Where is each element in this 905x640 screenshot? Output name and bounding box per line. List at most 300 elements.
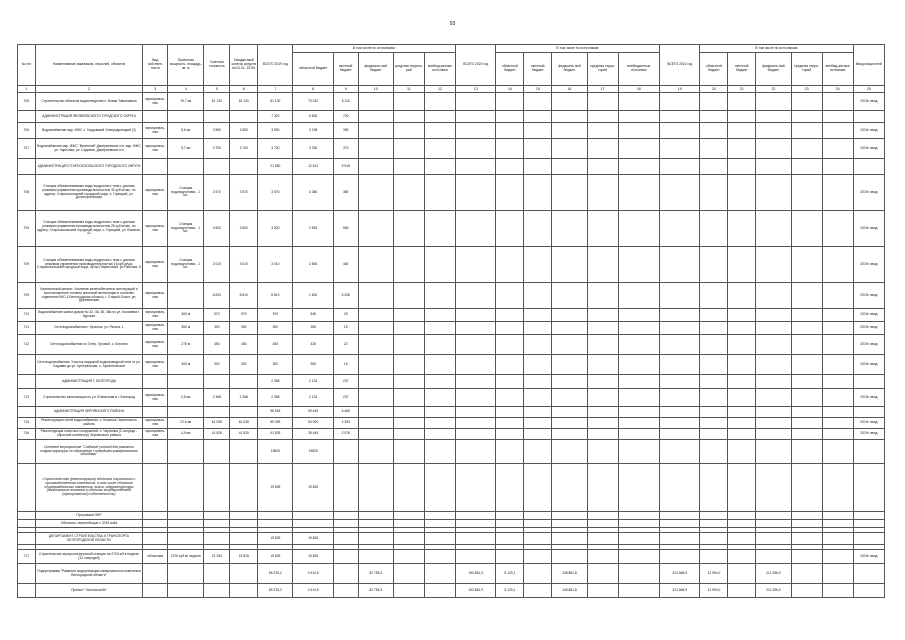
cell-regional-2019: 3 330: [293, 139, 333, 159]
cell-local-2019: 8 110: [333, 93, 358, 111]
cell-local-2021: [728, 533, 756, 545]
cell-federal-2021: [756, 375, 791, 389]
header-extrabudget-2019: внебюд-жетные источники: [424, 53, 455, 86]
cell-regional-2021: [700, 335, 728, 355]
cell-commissioning: [853, 564, 884, 584]
header-federal-2021: федераль-ный бюджет: [756, 53, 791, 86]
cell-ownership: муниципаль-ная: [143, 429, 168, 440]
cell-total-2020: 153 861,9: [456, 584, 496, 598]
cell-territory-2021: [791, 322, 822, 335]
cell-commissioning: [853, 159, 884, 175]
column-number: 1: [18, 86, 36, 93]
cell-ownership: [143, 533, 168, 545]
cell-extrabudget-2021: [822, 375, 853, 389]
cell-territory-2021: [791, 533, 822, 545]
cell-extrabudget-2021: [822, 418, 853, 429]
cell-regional-2021: [700, 375, 728, 389]
column-number: 17: [587, 86, 618, 93]
cell-extrabudget-2019: [424, 407, 455, 418]
cell-federal-2020: [552, 440, 587, 464]
cell-total-2019: 41 525: [258, 429, 293, 440]
cell-regional-2019: 285: [293, 355, 333, 375]
table-row: [18, 123, 885, 139]
cell-total-2019: 3 010: [258, 247, 293, 283]
cell-territory-2019: [393, 322, 424, 335]
cell-capacity: [168, 520, 204, 528]
cell-regional-2019: 19825: [293, 440, 333, 464]
cell-federal-2019: [358, 389, 393, 407]
cell-local-2021: [728, 464, 756, 512]
cell-regional-2021: [700, 355, 728, 375]
cell-extrabudget-2020: [618, 335, 659, 355]
cell-name: Водоснабжение мкр. ИЖС "Весенний" Дмитриевское с/п, мкр. ИЖС ул. Заречная, ул. Садовая, Дмитриевское с/п: [35, 139, 143, 159]
cell-federal-2020: [552, 159, 587, 175]
cell-capacity: [168, 564, 204, 584]
cell-regional-2019: 2 131: [293, 375, 333, 389]
cell-commissioning: 2019г. ввод: [853, 550, 884, 564]
cell-extrabudget-2020: [618, 564, 659, 584]
cell-total-2019: 81 130: [258, 93, 293, 111]
cell-remainder: 2 368: [230, 389, 258, 407]
cell-extrabudget-2019: [424, 93, 455, 111]
cell-local-2021: [728, 512, 756, 520]
cell-num: 709: [18, 247, 36, 283]
cell-federal-2019: [358, 247, 393, 283]
cell-cost: 2 368: [204, 389, 230, 407]
cell-regional-2019: 1 602: [293, 283, 333, 309]
cell-local-2019: [333, 564, 358, 584]
cell-regional-2020: [496, 111, 524, 123]
cell-total-2019: 2 368: [258, 375, 293, 389]
cell-regional-2020: [496, 418, 524, 429]
cell-federal-2019: [358, 335, 393, 355]
header-territory-2019: средства террито-рий: [393, 53, 424, 86]
cell-local-2021: [728, 335, 756, 355]
header-total-2021: ВСЕГО 2021 год: [660, 45, 700, 86]
header-local-2021: местный бюджет: [728, 53, 756, 86]
cell-federal-2019: [358, 123, 393, 139]
cell-total-2020: [456, 175, 496, 211]
cell-territory-2020: [587, 407, 618, 418]
cell-regional-2020: [496, 175, 524, 211]
cell-local-2021: [728, 355, 756, 375]
cell-territory-2019: [393, 139, 424, 159]
cell-name: АДМИНИСТРАЦИЯ ЧЕРНЯНСКОГО РАЙОНА: [35, 407, 143, 418]
cell-total-2020: [456, 407, 496, 418]
cell-capacity: [168, 111, 204, 123]
cell-commissioning: 2019г. ввод: [853, 335, 884, 355]
cell-num: [18, 564, 36, 584]
cell-territory-2019: [393, 211, 424, 247]
cell-local-2021: [728, 375, 756, 389]
cell-territory-2019: [393, 533, 424, 545]
cell-local-2019: 6 208: [333, 283, 358, 309]
cell-cost: 81 130: [204, 93, 230, 111]
cell-territory-2020: [587, 175, 618, 211]
cell-territory-2021: [791, 139, 822, 159]
cell-num: 706: [18, 123, 36, 139]
cell-cost: [204, 564, 230, 584]
cell-regional-2019: [293, 512, 333, 520]
cell-commissioning: [853, 533, 884, 545]
cell-cost: [204, 159, 230, 175]
header-sources-2020: В том числе по источникам:: [496, 45, 660, 53]
cell-total-2020: [456, 335, 496, 355]
cell-remainder: [230, 440, 258, 464]
table-row: [18, 464, 885, 512]
cell-total-2019: 19 825: [258, 533, 293, 545]
cell-total-2020: [456, 93, 496, 111]
header-local-2020: местный бюджет: [524, 53, 552, 86]
cell-extrabudget-2021: [822, 407, 853, 418]
cell-cost: 61 038: [204, 418, 230, 429]
table-row: [18, 335, 885, 355]
cell-num: [18, 520, 36, 528]
cell-regional-2021: [700, 139, 728, 159]
cell-local-2020: [524, 159, 552, 175]
cell-regional-2019: 6 600: [293, 111, 333, 123]
cell-local-2019: 2 076: [333, 429, 358, 440]
header-ownership: Вид собствен-ности: [143, 45, 168, 86]
cell-local-2019: 460: [333, 247, 358, 283]
table-row: [18, 309, 885, 322]
cell-local-2019: 9 918: [333, 159, 358, 175]
cell-commissioning: 2019г. ввод: [853, 123, 884, 139]
cell-name: Строительство канализации по ул. Юннатская в г. Белгород: [35, 389, 143, 407]
column-number: 7: [258, 86, 293, 93]
cell-extrabudget-2021: [822, 247, 853, 283]
cell-total-2019: 3 520: [258, 211, 293, 247]
cell-total-2019: 300: [258, 322, 293, 335]
cell-local-2019: 720: [333, 111, 358, 123]
cell-num: [18, 159, 36, 175]
cell-total-2019: 59 393: [258, 418, 293, 429]
cell-name: Подпрограмма "Развитие модернизации коммунального комплекса Белгородской области": [35, 564, 143, 584]
cell-extrabudget-2019: [424, 584, 455, 598]
cell-total-2020: [456, 123, 496, 139]
cell-federal-2019: [358, 464, 393, 512]
cell-remainder: [230, 111, 258, 123]
cell-name: Строительство (реконструкция) объектов социального и производственного комплексов, в том числе объектов общегражданского назначения, жилья, инфраструктуры (Капитальные вложения в объекты государственной (муниципальной) собственности): [35, 464, 143, 512]
header-extrabudget-2021: внебюд-жетные источники: [822, 53, 853, 86]
cell-territory-2021: [791, 283, 822, 309]
cell-ownership: муниципаль-ная: [143, 247, 168, 283]
cell-ownership: [143, 464, 168, 512]
cell-local-2020: [524, 520, 552, 528]
cell-capacity: Станция водоподготовки - 1 шт.: [168, 175, 204, 211]
cell-local-2020: [524, 211, 552, 247]
cell-ownership: муниципаль-ная: [143, 418, 168, 429]
cell-federal-2021: [756, 247, 791, 283]
cell-local-2021: [728, 247, 756, 283]
cell-capacity: 300 м: [168, 309, 204, 322]
cell-name: ДЕПАРТАМЕНТ СТРОИТЕЛЬСТВА И ТРАНСПОРТА БЕЛГОРОДСКОЙ ОБЛАСТИ: [35, 533, 143, 545]
cell-total-2021: [660, 123, 700, 139]
investment-table: [17, 44, 885, 598]
cell-territory-2019: [393, 375, 424, 389]
header-sources-2019: В том числе по источникам:: [293, 45, 456, 53]
cell-ownership: муниципаль-ная: [143, 355, 168, 375]
cell-num: 707: [18, 139, 36, 159]
cell-commissioning: [853, 512, 884, 520]
cell-federal-2019: [358, 309, 393, 322]
cell-total-2020: [456, 322, 496, 335]
cell-cost: 3 700: [204, 139, 230, 159]
cell-ownership: муниципаль-ная: [143, 175, 168, 211]
cell-federal-2019: [358, 407, 393, 418]
cell-name: Проект "Чистая вода": [35, 584, 143, 598]
cell-remainder: 300: [230, 355, 258, 375]
cell-local-2021: [728, 211, 756, 247]
column-number: 25: [853, 86, 884, 93]
cell-total-2021: [660, 309, 700, 322]
cell-federal-2020: [552, 355, 587, 375]
cell-federal-2021: [756, 139, 791, 159]
cell-regional-2019: 2 614,9: [293, 564, 333, 584]
cell-remainder: 3 550: [230, 123, 258, 139]
cell-regional-2019: 285: [293, 322, 333, 335]
table-row: [18, 159, 885, 175]
cell-cost: 300: [204, 322, 230, 335]
cell-cost: 3 550: [204, 123, 230, 139]
cell-local-2021: [728, 139, 756, 159]
cell-commissioning: [853, 440, 884, 464]
cell-federal-2019: [358, 93, 393, 111]
cell-federal-2019: [358, 375, 393, 389]
cell-federal-2019: [358, 429, 393, 440]
cell-extrabudget-2020: [618, 159, 659, 175]
cell-local-2021: [728, 584, 756, 598]
table-row: [18, 247, 885, 283]
cell-num: [18, 464, 36, 512]
cell-total-2021: [660, 159, 700, 175]
cell-regional-2021: [700, 322, 728, 335]
cell-capacity: [168, 464, 204, 512]
cell-territory-2019: [393, 464, 424, 512]
cell-total-2019: 570: [258, 309, 293, 322]
cell-num: [18, 533, 36, 545]
cell-remainder: 3 010: [230, 247, 258, 283]
cell-federal-2021: [756, 335, 791, 355]
cell-federal-2020: [552, 512, 587, 520]
cell-local-2020: [524, 533, 552, 545]
cell-total-2021: [660, 520, 700, 528]
cell-local-2019: [333, 512, 358, 520]
cell-local-2020: [524, 322, 552, 335]
cell-capacity: [168, 533, 204, 545]
cell-total-2019: 19 825: [258, 464, 293, 512]
cell-territory-2020: [587, 247, 618, 283]
cell-territory-2021: [791, 407, 822, 418]
cell-extrabudget-2019: [424, 429, 455, 440]
cell-territory-2019: [393, 520, 424, 528]
cell-territory-2019: [393, 247, 424, 283]
cell-commissioning: 2019г. ввод: [853, 247, 884, 283]
cell-regional-2019: 19 825: [293, 550, 333, 564]
cell-regional-2020: [496, 283, 524, 309]
cell-name: Водоснабжение мкр. ИЖС с. Гордовский Северодонецкий (2): [35, 123, 143, 139]
cell-regional-2021: [700, 389, 728, 407]
cell-federal-2019: 82 755,3: [358, 584, 393, 598]
cell-capacity: 360 м: [168, 322, 204, 335]
cell-extrabudget-2021: [822, 159, 853, 175]
cell-regional-2019: 12 612: [293, 159, 333, 175]
cell-extrabudget-2021: [822, 175, 853, 211]
cell-total-2020: [456, 520, 496, 528]
column-number: 24: [822, 86, 853, 93]
cell-num: [18, 407, 36, 418]
cell-total-2020: [456, 111, 496, 123]
cell-extrabudget-2020: [618, 111, 659, 123]
cell-territory-2021: [791, 123, 822, 139]
cell-territory-2020: [587, 111, 618, 123]
cell-remainder: [230, 512, 258, 520]
cell-local-2019: 22: [333, 335, 358, 355]
cell-num: [18, 355, 36, 375]
header-local-2019: местный бюджет: [333, 53, 358, 86]
cell-ownership: муниципаль-ная: [143, 335, 168, 355]
cell-local-2020: [524, 111, 552, 123]
cell-local-2021: [728, 520, 756, 528]
cell-regional-2020: [496, 389, 524, 407]
cell-territory-2020: [587, 309, 618, 322]
cell-federal-2021: [756, 93, 791, 111]
cell-extrabudget-2021: [822, 429, 853, 440]
cell-total-2020: [456, 375, 496, 389]
table-body: [18, 86, 885, 598]
cell-federal-2021: [756, 464, 791, 512]
cell-local-2020: [524, 464, 552, 512]
cell-name: Капитальный ремонт. Усиление железобетонных конструкций и восстановление тоннели мачтовой вентиляции в тоннелях отделения ВНС-4 Белгородская область, г. Старый Оскол, ул. Деревенская: [35, 283, 143, 309]
cell-extrabudget-2021: [822, 520, 853, 528]
cell-total-2019: 3 570: [258, 175, 293, 211]
header-federal-2020: федераль-ный бюджет: [552, 53, 587, 86]
cell-commissioning: 2019г. ввод: [853, 355, 884, 375]
cell-territory-2019: [393, 159, 424, 175]
cell-ownership: муниципаль-ная: [143, 322, 168, 335]
cell-federal-2020: 148 881,8: [552, 564, 587, 584]
cell-extrabudget-2020: [618, 533, 659, 545]
cell-local-2019: 4 393: [333, 418, 358, 429]
cell-federal-2020: [552, 375, 587, 389]
cell-extrabudget-2020: [618, 93, 659, 111]
cell-extrabudget-2021: [822, 355, 853, 375]
cell-regional-2021: [700, 440, 728, 464]
cell-regional-2020: [496, 211, 524, 247]
cell-federal-2021: [756, 159, 791, 175]
cell-extrabudget-2021: [822, 283, 853, 309]
cell-num: 715: [18, 418, 36, 429]
cell-capacity: 2700 куб.м/ неделю: [168, 550, 204, 564]
cell-federal-2021: [756, 309, 791, 322]
cell-total-2021: [660, 247, 700, 283]
cell-local-2020: [524, 247, 552, 283]
cell-territory-2019: [393, 440, 424, 464]
cell-cost: [204, 584, 230, 598]
cell-extrabudget-2021: [822, 550, 853, 564]
cell-territory-2021: [791, 335, 822, 355]
cell-extrabudget-2020: [618, 440, 659, 464]
cell-local-2021: [728, 123, 756, 139]
cell-total-2020: 153 861,9: [456, 564, 496, 584]
column-number: 21: [728, 86, 756, 93]
cell-extrabudget-2019: [424, 247, 455, 283]
cell-federal-2020: [552, 247, 587, 283]
cell-capacity: 0,5 км: [168, 389, 204, 407]
cell-total-2019: 3 700: [258, 139, 293, 159]
cell-total-2021: [660, 375, 700, 389]
cell-territory-2021: [791, 111, 822, 123]
cell-name: Водоснабжение жилых домов № 32, 36, 38, 38а по ул. Космиева г. Курская: [35, 309, 143, 322]
cell-extrabudget-2019: [424, 550, 455, 564]
header-territory-2021: средства терри-торий: [791, 53, 822, 86]
cell-remainder: 41 525: [230, 429, 258, 440]
cell-cost: 41 525: [204, 429, 230, 440]
cell-total-2021: [660, 175, 700, 211]
cell-territory-2019: [393, 389, 424, 407]
cell-ownership: [143, 564, 168, 584]
cell-extrabudget-2019: [424, 322, 455, 335]
cell-regional-2019: 19 825: [293, 464, 333, 512]
cell-total-2020: [456, 355, 496, 375]
table-row: [18, 389, 885, 407]
cell-territory-2021: [791, 550, 822, 564]
cell-cost: 21 294: [204, 550, 230, 564]
cell-federal-2021: [756, 355, 791, 375]
cell-local-2021: [728, 93, 756, 111]
header-remainder: Ожидае-мый остаток средств на 01.01. 2019г.: [230, 45, 258, 86]
cell-commissioning: 2019г. ввод: [853, 283, 884, 309]
cell-local-2020: [524, 139, 552, 159]
column-number: 5: [204, 86, 230, 93]
cell-regional-2021: [700, 283, 728, 309]
cell-local-2019: [333, 584, 358, 598]
cell-federal-2020: [552, 139, 587, 159]
cell-total-2021: 224 668,9: [660, 564, 700, 584]
cell-name: Основное мероприятие "Создание условий для развития инфраструктуры по обращению с твердыми коммунальными отходами": [35, 440, 143, 464]
cell-remainder: [230, 564, 258, 584]
cell-remainder: 570: [230, 309, 258, 322]
cell-regional-2019: 2 550: [293, 247, 333, 283]
cell-cost: [204, 440, 230, 464]
table-row: [18, 283, 885, 309]
cell-capacity: 19,7 км: [168, 93, 204, 111]
cell-local-2019: [333, 520, 358, 528]
cell-extrabudget-2020: [618, 322, 659, 335]
cell-extrabudget-2019: [424, 111, 455, 123]
column-number: 20: [700, 86, 728, 93]
cell-total-2019: 7 320: [258, 111, 293, 123]
cell-capacity: [168, 512, 204, 520]
column-number: 8: [293, 86, 333, 93]
cell-commissioning: [853, 111, 884, 123]
table-row: [18, 429, 885, 440]
cell-local-2021: [728, 283, 756, 309]
cell-territory-2020: [587, 584, 618, 598]
cell-total-2020: [456, 159, 496, 175]
cell-federal-2019: [358, 322, 393, 335]
cell-num: 713: [18, 389, 36, 407]
cell-extrabudget-2019: [424, 512, 455, 520]
cell-remainder: [230, 159, 258, 175]
cell-local-2019: [333, 464, 358, 512]
cell-regional-2020: [496, 159, 524, 175]
cell-local-2020: [524, 429, 552, 440]
cell-capacity: [168, 375, 204, 389]
cell-territory-2021: [791, 175, 822, 211]
header-extrabudget-2020: внебюджетные источники: [618, 53, 659, 86]
cell-federal-2020: [552, 464, 587, 512]
